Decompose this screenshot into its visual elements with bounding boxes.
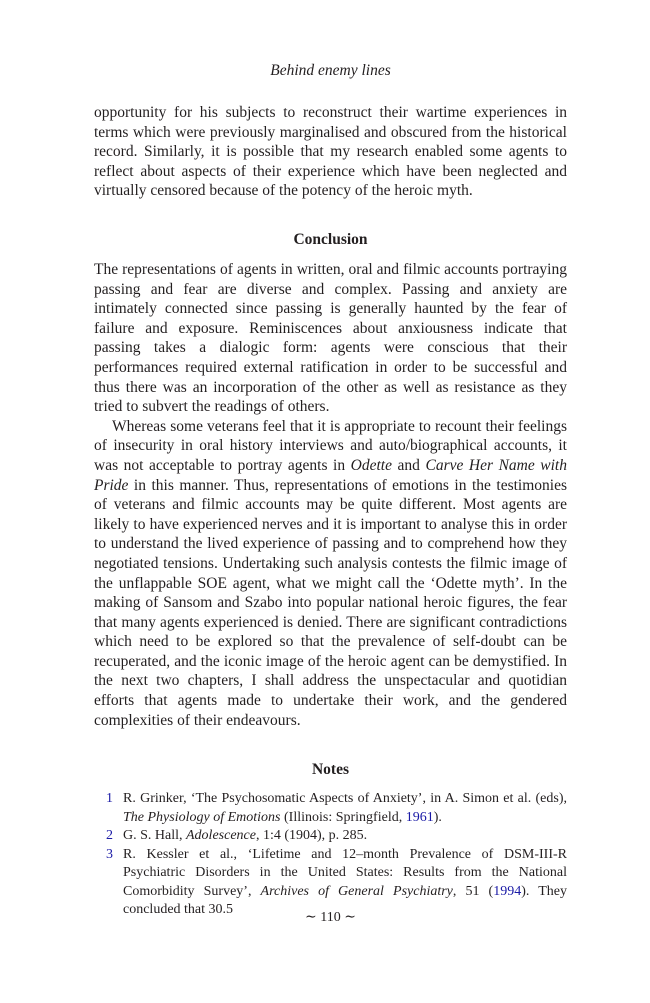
note-text-segment: , 51 ( [452, 883, 494, 899]
notes-list [94, 790, 567, 920]
note-text-segment: ). They concluded that 30.5 [123, 883, 567, 917]
note-text-segment: R. Grinker, ‘The Psychosomatic Aspects of Anxiety’, in A. Simon et al. (eds), [123, 791, 567, 806]
note-title: Adolescence [186, 828, 256, 843]
page-number: 110 [320, 910, 341, 925]
note-text-segment: ). [433, 809, 442, 825]
conclusion-heading: Conclusion [293, 231, 368, 248]
note-item [94, 790, 567, 827]
film-title-odette: Odette [350, 456, 392, 474]
paragraph-text: in this manner. Thus, representations of emotions in the testimonies of veterans and filmic accounts may be quite different. Most agents are likely to have experienced nerves and it is important to analyse this in order to understand the lived experience of passing and to comprehend how they negotiated tensions. Undertaking such analysis contests the filmic image of the unflappable SOE agent, what we might call the ‘Odette myth’. In the making of Sansom and Szabo into popular national heroic figures, the fear that many agents experienced is denied. There are significant contradictions which need to be explored so that the prevalence of self-doubt can be recuperated, and the iconic image of the heroic agent can be demystified. In the next two chapters, I shall address the unspectacular and quotidian efforts that agents made to undertake their work, and the gendered complexities of their endeavours. [94, 476, 567, 729]
intro-paragraph: opportunity for his subjects to reconstruct their wartime experiences in terms which were previously marginalised and obscured from the historical record. Similarly, it is possible that my research enabled some agents to reflect about aspects of their experience which have been neglected and virtually censored because of the potency of the heroic myth. [94, 104, 567, 200]
running-head: Behind enemy lines [270, 62, 391, 79]
note-year-link[interactable]: 1961 [405, 809, 434, 825]
note-text-segment: (Illinois: Springfield, [280, 809, 406, 825]
note-number-link[interactable]: 1 [106, 791, 113, 806]
conclusion-section [94, 260, 567, 730]
note-text [123, 827, 567, 846]
conclusion-paragraph-2 [94, 417, 567, 731]
note-number-link[interactable]: 2 [106, 828, 113, 843]
note-year-link[interactable]: 1994 [493, 883, 522, 899]
paragraph-text: and [391, 456, 426, 474]
note-title: The Physiology of Emotions [123, 809, 281, 825]
folio-ornament-left: ∼ [305, 910, 317, 925]
film-title-carve-her-name: Carve Her Name with Pride [94, 456, 567, 494]
note-text-segment: , 1:4 (1904), p. 285. [255, 828, 368, 843]
conclusion-paragraph-1: The representations of agents in written, oral and filmic accounts portraying passing and fear are diverse and complex. Passing and anxiety are intimately connected since passing is generally haunted by the fear of failure and exposure. Reminiscences about anxiousness indicate that passing takes a dialogic form: agents were conscious that their performances required external ratification in order to be successful and thus there was an incorporation of the other as well as resistance as they tried to subvert the readings of others. [94, 261, 567, 416]
note-text-segment: G. S. Hall, [123, 828, 186, 843]
note-text-segment: R. Kessler et al., ‘Lifetime and 12–month Prevalence of DSM-III-R Psychiatric Disorders in the United States: Results from the National Comorbidity Survey’, [123, 846, 567, 899]
note-item [94, 827, 567, 846]
folio-ornament-right: ∼ [344, 910, 356, 925]
page-folio [94, 909, 567, 926]
note-number-link[interactable]: 3 [106, 846, 113, 862]
notes-heading: Notes [311, 761, 350, 778]
paragraph-text: Whereas some veterans feel that it is appropriate to recount their feelings of insecurity in oral history interviews and auto/biographical accounts, it was not acceptable to portray agents in [94, 417, 567, 474]
note-text [123, 790, 567, 827]
note-title: Archives of General Psychiatry [260, 883, 453, 899]
